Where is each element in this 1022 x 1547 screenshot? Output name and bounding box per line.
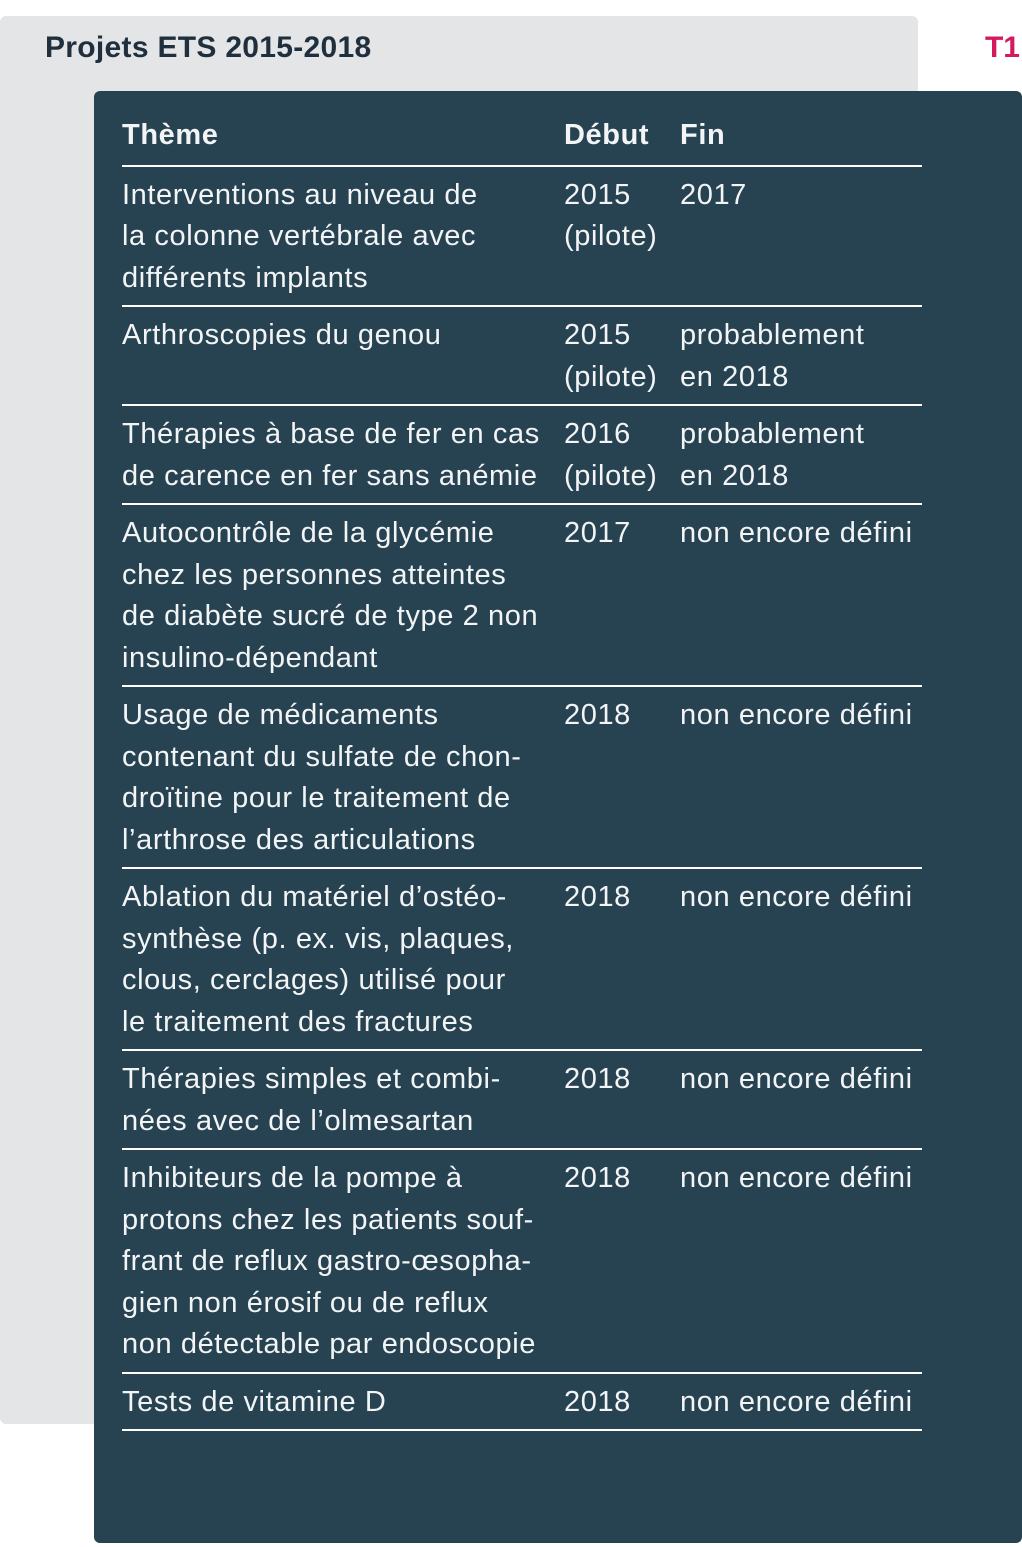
cell-theme xyxy=(122,1149,564,1373)
table-panel xyxy=(94,91,1022,1543)
cell-theme-line: contenant du sulfate de chon- xyxy=(122,740,522,773)
table-row xyxy=(122,306,922,405)
cell-debut-line: 2018 xyxy=(564,699,631,731)
cell-theme-line: Thérapies simples et combi- xyxy=(122,1063,501,1095)
cell-theme-line: différents implants xyxy=(122,261,369,294)
table-row xyxy=(122,166,922,307)
cell-debut xyxy=(564,306,680,405)
cell-theme-line: droïtine pour le traitement de xyxy=(122,782,511,814)
cell-fin xyxy=(680,504,922,686)
cell-theme-line: nées avec de l’olmesartan xyxy=(122,1104,474,1137)
cell-debut xyxy=(564,1373,680,1431)
cell-theme-line: de carence en fer sans anémie xyxy=(122,459,538,492)
cell-fin xyxy=(680,405,922,504)
table-number-label: T1 xyxy=(984,31,1020,64)
cell-fin xyxy=(680,1050,922,1149)
cell-debut-line: 2015 xyxy=(564,319,631,351)
cell-theme xyxy=(122,166,564,307)
cell-fin xyxy=(680,1373,922,1431)
cell-debut-line: 2017 xyxy=(564,517,631,549)
column-header-debut: Début xyxy=(564,109,680,166)
cell-theme-line: Inhibiteurs de la pompe à xyxy=(122,1162,463,1194)
projects-table xyxy=(122,109,922,1431)
table-row xyxy=(122,405,922,504)
cell-theme-line: Autocontrôle de la glycémie xyxy=(122,517,495,549)
cell-fin xyxy=(680,686,922,868)
cell-debut xyxy=(564,504,680,686)
cell-fin-line: non encore défini xyxy=(680,881,913,913)
cell-theme-line: clous, cerclages) utilisé pour xyxy=(122,964,506,996)
cell-fin-line: non encore défini xyxy=(680,517,913,549)
cell-theme-line: Thérapies à base de fer en cas xyxy=(122,418,540,450)
cell-theme-line: Usage de médicaments xyxy=(122,699,439,731)
table-header-row xyxy=(122,109,922,166)
cell-fin-line: probablement xyxy=(680,418,865,450)
cell-fin xyxy=(680,166,922,307)
cell-theme xyxy=(122,868,564,1050)
cell-theme-line: l’arthrose des articulations xyxy=(122,823,476,856)
cell-theme-line: de diabète sucré de type 2 non xyxy=(122,600,539,632)
cell-fin-line: non encore défini xyxy=(680,1162,913,1194)
table-row xyxy=(122,1373,922,1431)
page-title: Projets ETS 2015-2018 xyxy=(45,31,372,64)
cell-theme-line: frant de reflux gastro-œsopha- xyxy=(122,1245,532,1277)
cell-debut-line: 2015 xyxy=(564,178,631,211)
cell-debut-line: (pilote) xyxy=(564,220,658,252)
table-row xyxy=(122,1050,922,1149)
table-row xyxy=(122,504,922,686)
cell-debut xyxy=(564,686,680,868)
cell-theme-line: Tests de vitamine D xyxy=(122,1385,387,1418)
cell-debut-line: 2018 xyxy=(564,1063,631,1095)
column-header-theme: Thème xyxy=(122,109,564,166)
cell-fin-line: probablement xyxy=(680,319,865,351)
cell-debut-line: 2018 xyxy=(564,1162,631,1194)
cell-debut xyxy=(564,405,680,504)
column-header-fin: Fin xyxy=(680,109,922,166)
cell-debut xyxy=(564,868,680,1050)
cell-debut-line: (pilote) xyxy=(564,459,658,492)
cell-fin-line: non encore défini xyxy=(680,1063,913,1095)
cell-theme-line: Interventions au niveau de xyxy=(122,178,478,211)
cell-theme xyxy=(122,405,564,504)
cell-fin-line: en 2018 xyxy=(680,459,790,492)
table-body xyxy=(122,166,922,1431)
cell-debut-line: (pilote) xyxy=(564,360,658,393)
cell-theme-line: non détectable par endoscopie xyxy=(122,1328,537,1360)
cell-theme-line: gien non érosif ou de reflux xyxy=(122,1286,489,1319)
cell-fin xyxy=(680,1149,922,1373)
cell-theme xyxy=(122,1373,564,1431)
cell-theme-line: chez les personnes atteintes xyxy=(122,558,507,591)
cell-fin-line: en 2018 xyxy=(680,360,790,393)
cell-theme-line: la colonne vertébrale avec xyxy=(122,220,477,252)
cell-fin-line: non encore défini xyxy=(680,1385,913,1418)
cell-fin-line: non encore défini xyxy=(680,699,913,731)
cell-theme-line: Ablation du matériel d’ostéo- xyxy=(122,881,507,913)
table-row xyxy=(122,868,922,1050)
cell-theme-line: protons chez les patients souf- xyxy=(122,1203,534,1236)
cell-theme-line: le traitement des fractures xyxy=(122,1005,474,1038)
table-row xyxy=(122,686,922,868)
cell-fin xyxy=(680,306,922,405)
cell-theme-line: synthèse (p. ex. vis, plaques, xyxy=(122,922,514,955)
cell-debut-line: 2018 xyxy=(564,1385,631,1418)
cell-theme-line: insulino-dépendant xyxy=(122,641,378,674)
cell-debut-line: 2018 xyxy=(564,881,631,913)
cell-theme xyxy=(122,306,564,405)
cell-debut xyxy=(564,1050,680,1149)
cell-theme xyxy=(122,686,564,868)
cell-theme-line: Arthroscopies du genou xyxy=(122,319,442,351)
cell-debut xyxy=(564,1149,680,1373)
cell-fin-line: 2017 xyxy=(680,178,747,211)
cell-debut xyxy=(564,166,680,307)
table-row xyxy=(122,1149,922,1373)
cell-theme xyxy=(122,504,564,686)
cell-theme xyxy=(122,1050,564,1149)
cell-fin xyxy=(680,868,922,1050)
cell-debut-line: 2016 xyxy=(564,418,631,450)
